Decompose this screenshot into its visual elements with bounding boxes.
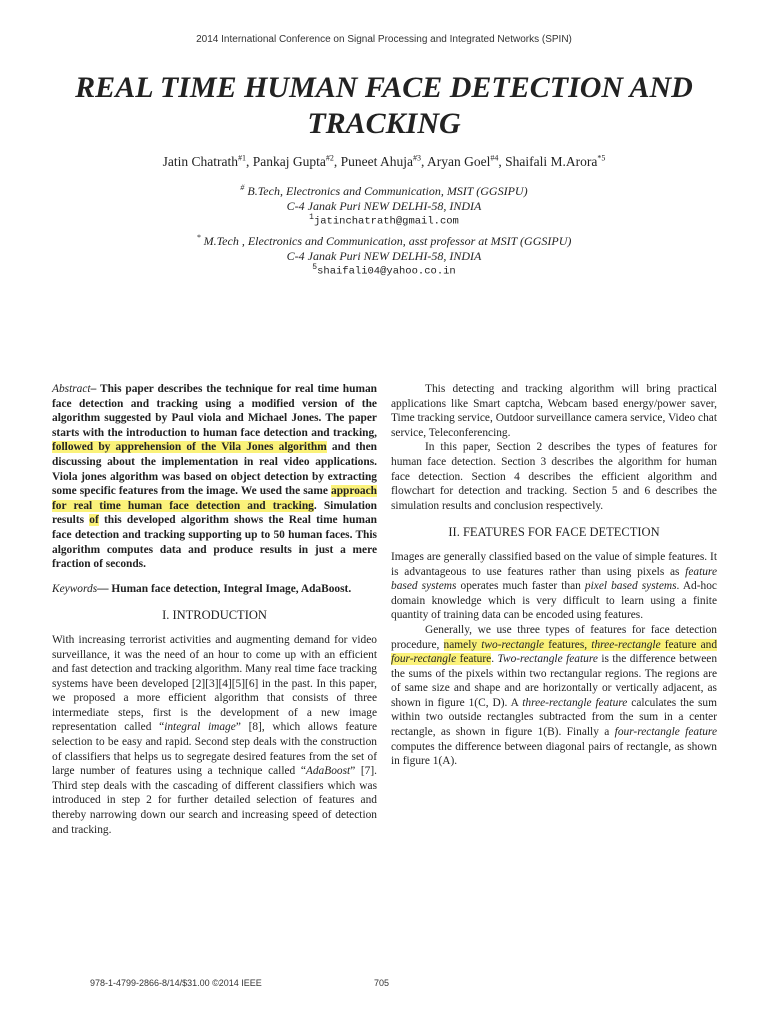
section-heading-features: II. FEATURES FOR FACE DETECTION (448, 525, 660, 540)
page-number: 705 (374, 978, 390, 988)
author: Jatin Chatrath$^{\#1}$, (162, 153, 253, 169)
author: Pankaj Gupta$^{\#2}$, (252, 153, 341, 169)
affiliation-2: * M.Tech , Electronics and Communication, asst professor at MSIT (GGSIPU) C-4 Janak Puri NEW DELHI-58, INDIA (196, 233, 572, 263)
email-2: $^5$shaifali04@yahoo.co.in (312, 263, 456, 278)
keywords: Keywords— Human face detection, Integral Image, AdaBoost. (52, 582, 352, 595)
body-paragraph: Images are generally classified based on the value of simple features. It is advantageous to use features rather than using pixels as feature based systems operates much faster than pixel based systems. Ad-hoc domain knowledge which is very difficult to learn using a finite quantity of training data can be encoded using features. (391, 550, 717, 622)
highlight: approach for real time human face detection and tracking (52, 485, 377, 512)
affiliation-1: # B.Tech, Electronics and Communication, MSIT (GGSIPU) C-4 Janak Puri NEW DELHI-58, INDIA (240, 183, 528, 213)
paper-title: REAL TIME HUMAN FACE DETECTION AND TRACKING (75, 71, 693, 140)
author-list (0, 153, 768, 170)
conference-header: 2014 International Conference on Signal Processing and Integrated Networks (SPIN) (196, 34, 572, 45)
highlight: followed by apprehension of the Vila Jones algorithm (52, 441, 327, 454)
body-paragraph: This detecting and tracking algorithm will bring practical applications like Smart captcha, Webcam based energy/power saver, Time tracking service, Outdoor surveillance camera service, Video chat service, Teleconferencing. (391, 383, 717, 439)
highlight: of (89, 514, 99, 527)
email-1: $^1$jatinchatrath@gmail.com (309, 213, 459, 228)
author: Shaifali M.Arora$^{*5}$ (505, 153, 606, 169)
author: Puneet Ahuja$^{\#3}$, (340, 153, 428, 169)
body-paragraph: Generally, we use three types of features for face detection procedure, namely two-rectangle features, three-rectangle feature and four-rectangle feature. Two-rectangle feature is the difference between the sums of the pixels within two rectangular regions. The regions are of same size and shape and are horizontally or vertically adjacent, as shown in figure 1(C, D). A three-rectangle feature calculates the sum within two outside rectangles subtracted from the sum in a center rectangle, as shown in figure 1(B). Finally a four-rectangle feature computes the difference between diagonal pairs of rectangle, as shown in figure 1(A). (391, 623, 718, 768)
body-paragraph: In this paper, Section 2 describes the types of features for human face detection. Section 3 describes the algorithm for human face detection. Section 4 describes the efficient algorithm and flowchart for detection and tracking. Section 5 and 6 describes the simulation results and conclusion respectively. (391, 441, 717, 512)
highlight: namely two-rectangle features, three-rectangle feature and four-rectangle feature (391, 638, 718, 666)
abstract: Abstract– This paper describes the technique for real time human face detection and tracking using a modified version of the algorithm suggested by Paul viola and Michael Jones. The paper starts with the introduction to human face detection and tracking, followed by apprehension of the Vila Jones algorithm and then discussing about the implementation in real video applications. Viola jones algorithm was based on object detection by extracting some specific features from the image. We used the same approach for real time human face detection and tracking. Simulation results of this developed algorithm shows the Real time human face detection and tracking supporting up to 50 human faces. This algorithm computes data and produce results in just a mere fraction of seconds. (52, 383, 377, 571)
right-column (391, 382, 717, 769)
section-heading-introduction: I. INTRODUCTION (162, 608, 267, 623)
author: Aryan Goel$^{\#4}$, (427, 153, 506, 169)
introduction-paragraph: With increasing terrorist activities and augmenting demand for video surveillance, it was the need of an hour to come up with an efficient and fast detection and tracking algorithm. Many real time face tracking systems have been developed [2][3][4][5][6] in the past. In this paper, we proposed a more efficient algorithm that consists of three intermediate steps, first is the development of a new image representation called “integral image” [8], which allows feature selection to be easy and rapid. Second step deals with the construction of classifiers that helps us to segregate desired features from the set of large number of features using a technique called “AdaBoost” [7]. Third step deals with the cascading of different classifiers which was introduced in step 2 for further detailed selection of features and thereby narrowing down our search and increasing speed of detection and tracking. (52, 633, 378, 836)
left-column (52, 382, 377, 837)
footer-isbn: 978-1-4799-2866-8/14/$31.00 ©2014 IEEE (90, 978, 262, 988)
